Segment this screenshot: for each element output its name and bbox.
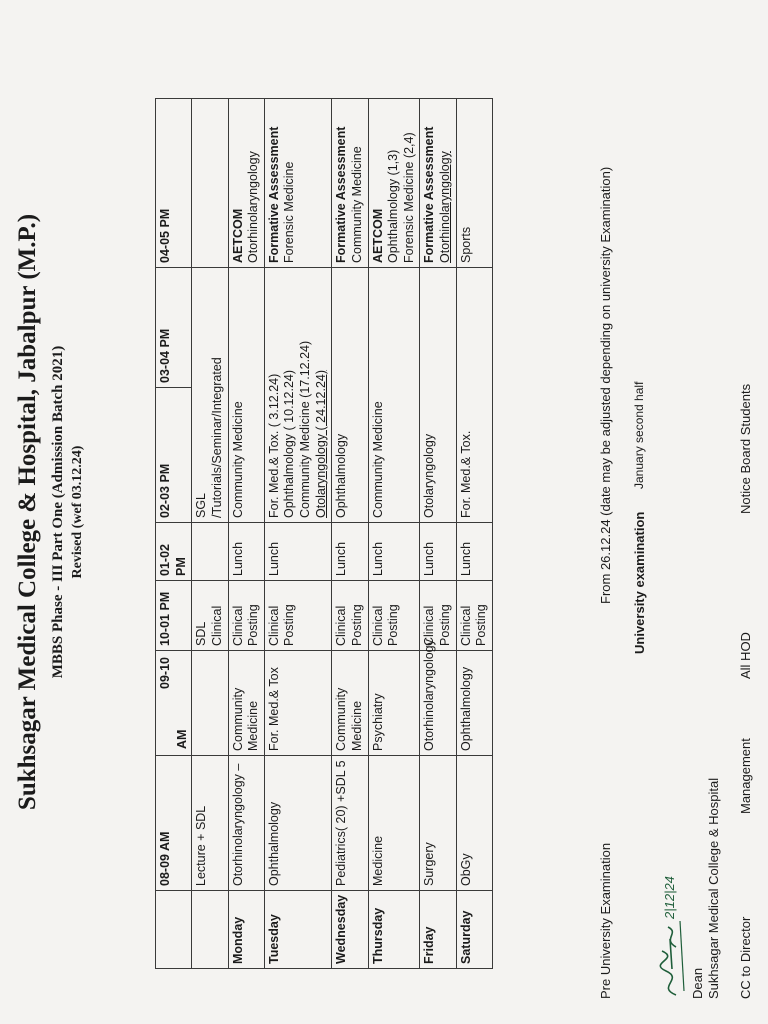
lecture-cell: Surgery: [420, 756, 456, 891]
late-line: Otorhinolaryngology: [438, 151, 452, 263]
cc-all-hod: All HOD: [738, 632, 753, 679]
sgl-line: Community Medicine: [370, 401, 385, 518]
university-exam-label: University examination: [632, 511, 647, 654]
day-cell: Thursday: [368, 891, 420, 969]
lunch-cell: Lunch: [368, 523, 420, 581]
sgl-line: For. Med.& Tox. ( 3.12.24): [266, 373, 281, 518]
late-cell: [456, 99, 492, 268]
session-type: Lecture + SDL: [192, 756, 228, 891]
sgl-cell: [332, 268, 368, 523]
table-row: [332, 99, 368, 969]
late-line: Formative Assessment: [334, 126, 349, 263]
pre-exam-text: From 26.12.24 (date may be adjusted depending on university Examination): [598, 166, 613, 604]
sgl-cell: [420, 268, 456, 523]
time-header: 08-09 AM: [156, 756, 192, 891]
clinical-cell: Clinical Posting: [332, 581, 368, 651]
day-cell: Friday: [420, 891, 456, 969]
time-header: 04-05 PM: [156, 99, 192, 268]
sgl-cell: [264, 268, 332, 523]
timetable: [155, 98, 493, 969]
lecture-cell: Otorhinolaryngology: [420, 651, 456, 756]
late-cell: [264, 99, 332, 268]
university-exam-text: January second half: [632, 381, 646, 489]
empty-cell: [192, 523, 228, 581]
late-line: Sports: [458, 226, 473, 263]
lecture-cell: For. Med.& Tox: [264, 651, 332, 756]
late-cell: [228, 99, 264, 268]
sgl-line: Community Medicine (17.12.24): [298, 340, 312, 518]
late-line: Ophthalmology (1,3): [386, 149, 401, 263]
time-header: [156, 651, 192, 756]
clinical-cell: Clinical Posting: [368, 581, 420, 651]
lunch-cell: Lunch: [228, 523, 264, 581]
signature-date: 2|12|24: [662, 876, 677, 919]
time-header: 10-01 PM: [156, 581, 192, 651]
time-header: 03-04 PM: [156, 268, 192, 388]
dean-label: Dean: [690, 967, 705, 999]
late-cell: [420, 99, 456, 268]
late-line: Forensic Medicine (2,4): [401, 132, 416, 263]
clinical-cell: Clinical Posting: [456, 581, 492, 651]
session-type-line: SGL: [194, 492, 209, 518]
time-header-part: AM: [174, 729, 189, 749]
sgl-line: Ophthalmology ( 10.12.24): [282, 369, 297, 518]
table-row: [420, 99, 456, 969]
lecture-cell: Ophthalmology: [264, 756, 332, 891]
late-cell: [332, 99, 368, 268]
lunch-cell: Lunch: [264, 523, 332, 581]
late-line: Forensic Medicine: [282, 161, 297, 263]
pre-exam-label: Pre University Examination: [598, 842, 613, 999]
day-cell: Saturday: [456, 891, 492, 969]
cc-notice-board: Notice Board Students: [738, 383, 753, 514]
lecture-cell: Otorhinolaryngology –: [228, 756, 264, 891]
day-cell: Wednesday: [332, 891, 368, 969]
time-header-row: [156, 99, 192, 969]
lecture-cell: Community Medicine: [228, 651, 264, 756]
late-line: Formative Assessment: [266, 126, 281, 263]
lecture-cell: Pediatrics( 20) +SDL 5: [332, 756, 368, 891]
table-row: [228, 99, 264, 969]
lecture-cell: Ophthalmology: [456, 651, 492, 756]
lunch-cell: Lunch: [456, 523, 492, 581]
dean-signature: [650, 869, 695, 999]
sgl-line: Otolaryngology ( 24.12.24): [313, 369, 328, 518]
clinical-cell: Clinical Posting: [228, 581, 264, 651]
cc-director: CC to Director: [738, 916, 753, 999]
lecture-cell: Psychiatry: [368, 651, 420, 756]
late-line: Community Medicine: [349, 146, 364, 263]
late-line: AETCOM: [230, 208, 245, 263]
late-line: AETCOM: [370, 208, 385, 263]
session-type: SDL Clinical: [192, 581, 228, 651]
dean-organization: Sukhsagar Medical College & Hospital: [706, 777, 721, 999]
session-type-line: /Tutorials/Seminar/Integrated: [209, 357, 224, 518]
lecture-cell: Medicine: [368, 756, 420, 891]
session-type-row: [192, 99, 228, 969]
empty-cell: [192, 99, 228, 268]
time-header: 01-02 PM: [156, 523, 192, 581]
empty-cell: [192, 651, 228, 756]
late-line: Otorhinolaryngology: [246, 151, 261, 263]
late-cell: [368, 99, 420, 268]
lunch-cell: Lunch: [332, 523, 368, 581]
time-header-part: 09-10: [158, 657, 172, 689]
clinical-cell: Clinical Posting: [420, 581, 456, 651]
table-row: [456, 99, 492, 969]
sgl-cell: [228, 268, 264, 523]
day-cell: Monday: [228, 891, 264, 969]
empty-cell: [192, 891, 228, 969]
session-type: [192, 268, 228, 523]
cc-management: Management: [738, 738, 753, 814]
corner-cell: [156, 891, 192, 969]
lecture-cell: ObGy: [456, 756, 492, 891]
late-line: Formative Assessment: [422, 126, 437, 263]
revised-note: Revised (wef 03.12.24): [70, 445, 85, 579]
table-row: [368, 99, 420, 969]
table-row: [264, 99, 332, 969]
sgl-line: Community Medicine: [230, 401, 245, 518]
sgl-cell: [368, 268, 420, 523]
sgl-line: Otolaryngology: [422, 433, 437, 518]
sgl-line: For. Med.& Tox.: [458, 430, 473, 518]
batch-subtitle: MBBS Phase - III Part One (Admission Batch 2021): [50, 345, 66, 679]
day-cell: Tuesday: [264, 891, 332, 969]
lecture-cell: Community Medicine: [332, 651, 368, 756]
lunch-cell: Lunch: [420, 523, 456, 581]
sgl-line: Ophthalmology: [334, 433, 349, 518]
college-title: Sukhsagar Medical College & Hospital, Jabalpur (M.P.): [14, 213, 41, 811]
clinical-cell: Clinical Posting: [264, 581, 332, 651]
sgl-cell: [456, 268, 492, 523]
time-header: 02-03 PM: [156, 388, 192, 523]
